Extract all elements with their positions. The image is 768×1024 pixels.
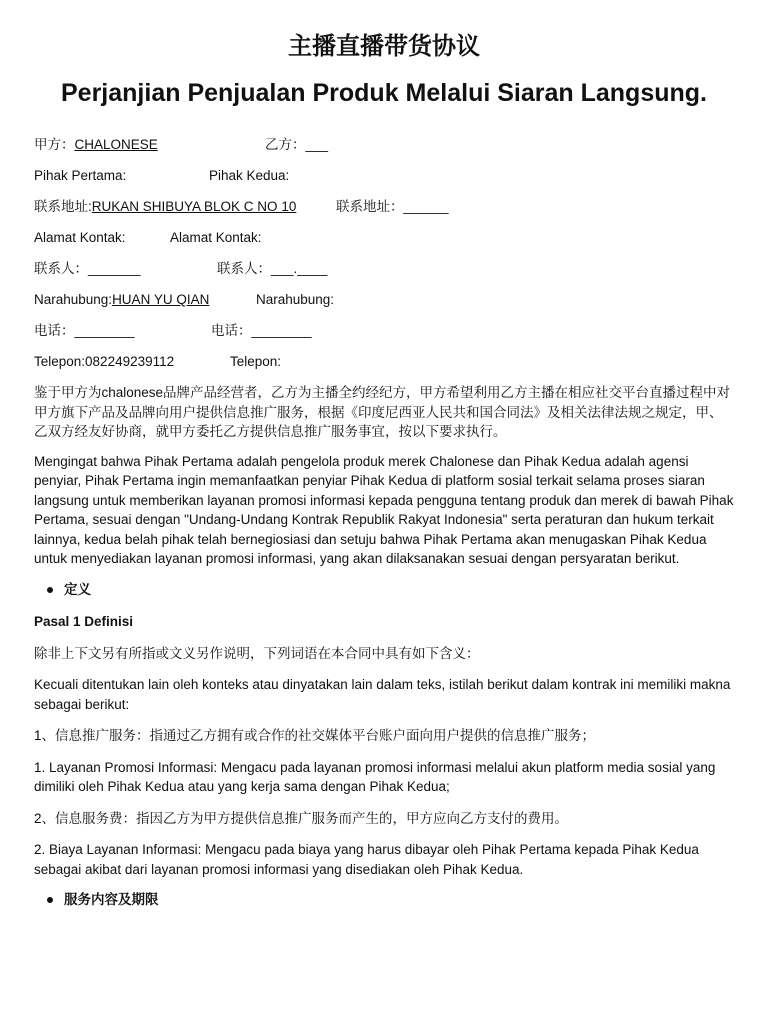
contact-person-a: 联系人：_______: [34, 261, 141, 276]
telepon-a: Telepon:082249239112: [34, 354, 175, 369]
party-a-name: CHALONESE: [74, 137, 158, 152]
definitions-intro-indonesian: Kecuali ditentukan lain oleh konteks atau dinyatakan lain dalam teks, istilah berikut dalam kontrak ini memiliki makna sebagai berikut:: [34, 677, 731, 712]
alamat-kontak-b: Alamat Kontak:: [170, 230, 262, 245]
definition-2-chinese: 2、信息服务费：指因乙方为甲方提供信息推广服务而产生的，甲方应向乙方支付的费用。: [34, 810, 569, 826]
party-row-4: [34, 228, 734, 248]
definition-1-indonesian: 1. Layanan Promosi Informasi: Mengacu pada layanan promosi informasi melalui akun platform media sosial yang dimiliki oleh Pihak Kedua atau yang kerja sama dengan Pihak Kedua;: [34, 759, 716, 794]
definition-1-chinese: 1、信息推广服务：指通过乙方拥有或合作的社交媒体平台账户面向用户提供的信息推广服务；: [34, 728, 596, 743]
pihak-pertama-label: Pihak Pertama:: [34, 168, 127, 183]
address-a-value: RUKAN SHIBUYA BLOK C NO 10: [91, 199, 297, 214]
party-row-6: [34, 290, 734, 310]
section-bullet-service-content: [34, 890, 734, 910]
bullet-dot-icon: [47, 587, 53, 593]
contact-person-b: 联系人：___.____: [217, 261, 328, 276]
narahubung-b-label: Narahubung:: [256, 292, 335, 307]
narahubung-a-value: HUAN YU QIAN: [112, 292, 210, 307]
document-title-chinese: 主播直播带货协议: [288, 33, 480, 60]
party-b-label: 乙方：___: [265, 137, 329, 152]
preamble-indonesian: Mengingat bahwa Pihak Pertama adalah pengelola produk merek Chalonese dan Pihak Kedua adalah agensi penyiar, Pihak Pertama ingin memanfaatkan penyiar Pihak Kedua di platform sosial terkait selama proses siaran langsung untuk memberikan layanan promosi informasi kepada pengguna tentang produk dan merek di bawah Pihak Pertama, sesuai dengan "Undang-Undang Kontrak Republik Rakyat Indonesia" serta peraturan dan hukum terkait lainnya, kedua belah pihak telah bernegiosiasi dan setuju bahwa Pihak Pertama akan menugaskan Pihak Kedua untuk menyediakan layanan promosi informasi, yang akan dilaksanakan sesuai dengan persyaratan berikut.: [34, 453, 734, 566]
section-bullet-label: 服务内容及期限: [64, 892, 159, 907]
party-row-1: [34, 135, 734, 155]
definition-2-indonesian: 2. Biaya Layanan Informasi: Mengacu pada biaya yang harus dibayar oleh Pihak Pertama kepada Pihak Kedua sebagai akibat dari layanan promosi informasi yang disediakan oleh Pihak Kedua.: [34, 842, 699, 877]
bullet-dot-icon: [47, 897, 53, 903]
party-row-8: [34, 352, 734, 372]
pihak-kedua-label: Pihak Kedua:: [209, 168, 290, 183]
party-row-3: [34, 197, 734, 217]
alamat-kontak-a: Alamat Kontak:: [34, 230, 126, 245]
article-1-heading: Pasal 1 Definisi: [34, 613, 134, 629]
parties-block: [34, 135, 734, 372]
section-bullet-definitions: [34, 580, 734, 600]
narahubung-a-label: Narahubung:: [34, 292, 113, 307]
party-row-2: [34, 166, 734, 186]
phone-a: 电话：________: [34, 323, 135, 338]
party-a-label: 甲方：: [34, 137, 75, 152]
telepon-b: Telepon:: [230, 354, 282, 369]
address-b-label: 联系地址：______: [336, 199, 449, 214]
document-title-indonesian: Perjanjian Penjualan Produk Melalui Siaran Langsung.: [61, 79, 707, 107]
phone-b: 电话：________: [211, 323, 312, 338]
section-bullet-label: 定义: [64, 581, 91, 597]
party-row-5: [34, 259, 734, 279]
preamble-chinese: 鉴于甲方为chalonese品牌产品经营者，乙方为主播全约经纪方，甲方希望利用乙方主播在相应社交平台直播过程中对甲方旗下产品及品牌向用户提供信息推广服务，根据《印度尼西亚人民共和国合同法》及相关法律法规之规定，甲、乙双方经友好协商，就甲方委托乙方提供信息推广服务事宜，按以下要求执行。: [34, 385, 731, 439]
party-row-7: [34, 321, 734, 341]
address-a-label: 联系地址:: [34, 199, 92, 214]
definitions-intro-chinese: 除非上下文另有所指或文义另作说明，下列词语在本合同中具有如下含义：: [34, 645, 480, 661]
